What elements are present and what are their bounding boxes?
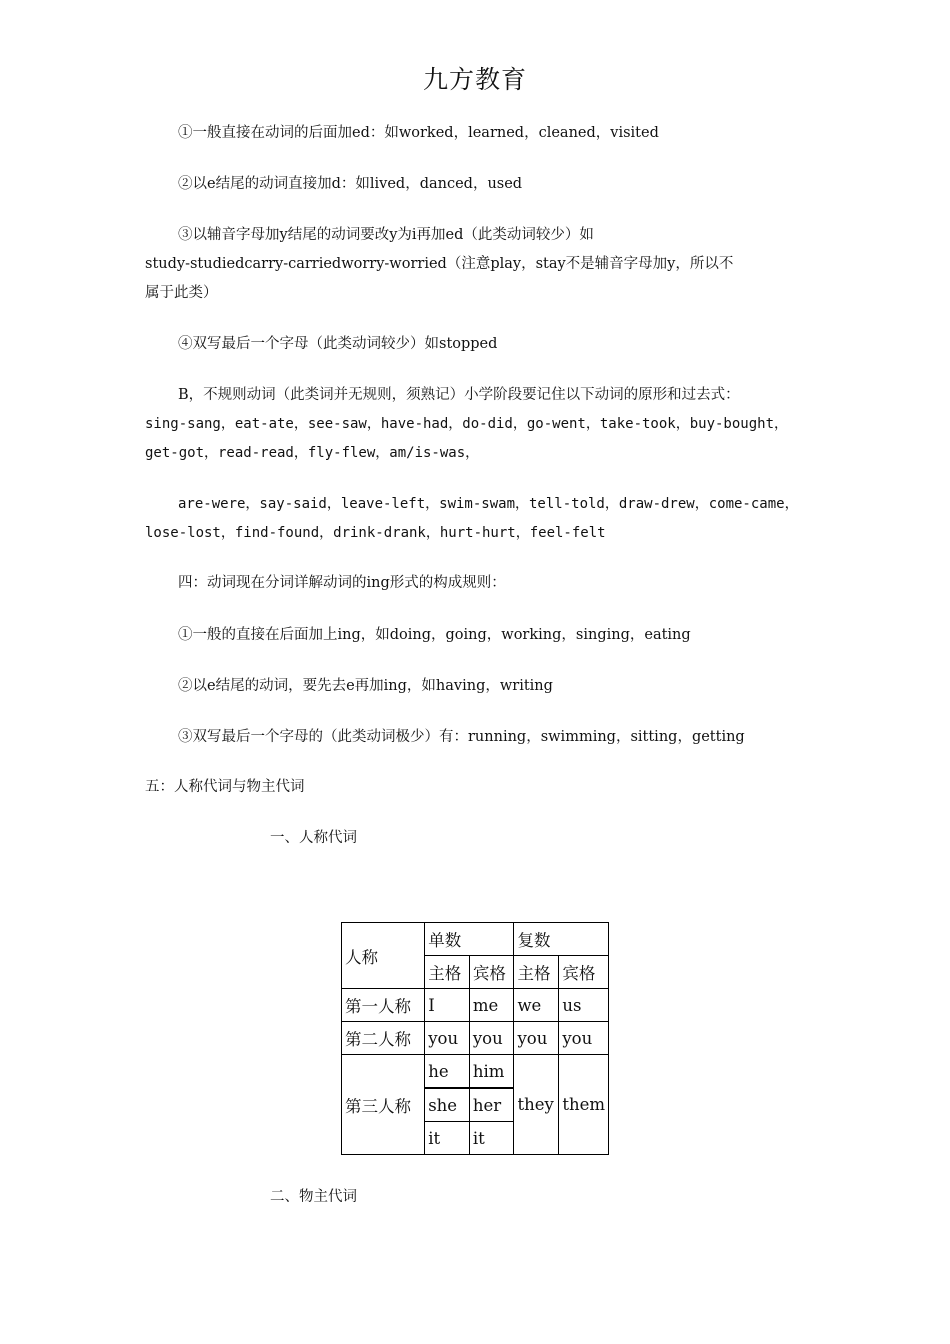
rule-ed-3-line3: 属于此类） bbox=[145, 285, 218, 301]
header-singular-subject: 主格 bbox=[425, 956, 470, 989]
cell-it-object: it bbox=[469, 1122, 514, 1155]
cell-they: they bbox=[514, 1055, 559, 1155]
cell-I: I bbox=[425, 989, 470, 1022]
rule-ed-1: ①一般直接在动词的后面加ed：如worked，learned，cleaned，visited bbox=[178, 125, 659, 141]
page-title: 九方教育 bbox=[422, 65, 527, 94]
cell-you-plural-subject: you bbox=[514, 1022, 559, 1055]
irregular-verbs-line4: lose-lost，find-found，drink-drank，hurt-hurt，feel-felt bbox=[145, 525, 606, 541]
rule-ed-3-line2: study-studiedcarry-carriedworry-worried（注意play，stay不是辅音字母加y，所以不 bbox=[145, 256, 734, 272]
rule-ed-4: ④双写最后一个字母（此类动词较少）如stopped bbox=[178, 336, 498, 352]
cell-you-object: you bbox=[469, 1022, 514, 1055]
rule-ed-3-line1: ③以辅音字母加y结尾的动词要改y为i再加ed（此类动词较少）如 bbox=[178, 227, 594, 243]
header-singular-object: 宾格 bbox=[469, 956, 514, 989]
header-plural: 复数 bbox=[514, 923, 609, 956]
cell-she: she bbox=[425, 1088, 470, 1122]
row-first-person: 第一人称 bbox=[342, 989, 425, 1022]
irregular-verbs-line2: get-got，read-read，fly-flew，am/is-was， bbox=[145, 445, 480, 461]
header-plural-subject: 主格 bbox=[514, 956, 559, 989]
row-second-person: 第二人称 bbox=[342, 1022, 425, 1055]
rule-ing-3: ③双写最后一个字母的（此类动词极少）有：running，swimming，sitting，getting bbox=[178, 729, 745, 745]
irregular-verbs-intro: B，不规则动词（此类词并无规则，须熟记）小学阶段要记住以下动词的原形和过去式： bbox=[178, 387, 740, 403]
header-singular: 单数 bbox=[425, 923, 514, 956]
cell-her: her bbox=[469, 1088, 514, 1122]
cell-it-subject: it bbox=[425, 1122, 470, 1155]
rule-ing-2: ②以e结尾的动词，要先去e再加ing，如having，writing bbox=[178, 678, 553, 694]
cell-him: him bbox=[469, 1055, 514, 1089]
irregular-verbs-line1: sing-sang，eat-ate，see-saw，have-had，do-did，go-went，take-took，buy-bought， bbox=[145, 416, 789, 432]
cell-you-plural-object: you bbox=[559, 1022, 609, 1055]
rule-ed-2: ②以e结尾的动词直接加d：如lived，danced，used bbox=[178, 176, 523, 192]
section-5-heading: 五：人称代词与物主代词 bbox=[145, 779, 305, 795]
header-person: 人称 bbox=[342, 923, 425, 989]
cell-he: he bbox=[425, 1055, 470, 1089]
personal-pronoun-table bbox=[341, 922, 609, 1155]
header-plural-object: 宾格 bbox=[559, 956, 609, 989]
cell-us: us bbox=[559, 989, 609, 1022]
cell-you-subject: you bbox=[425, 1022, 470, 1055]
subsection-possessive-pronouns: 二、物主代词 bbox=[270, 1189, 357, 1205]
subsection-personal-pronouns: 一、人称代词 bbox=[270, 830, 357, 846]
rule-ing-1: ①一般的直接在后面加上ing，如doing，going，working，singing，eating bbox=[178, 627, 691, 643]
irregular-verbs-line3: are-were，say-said，leave-left，swim-swam，tell-told，draw-drew，come-came， bbox=[178, 496, 799, 512]
row-third-person: 第三人称 bbox=[342, 1055, 425, 1155]
section-4-heading: 四：动词现在分词详解动词的ing形式的构成规则： bbox=[178, 575, 506, 591]
cell-we: we bbox=[514, 989, 559, 1022]
cell-me: me bbox=[469, 989, 514, 1022]
cell-them: them bbox=[559, 1055, 609, 1155]
